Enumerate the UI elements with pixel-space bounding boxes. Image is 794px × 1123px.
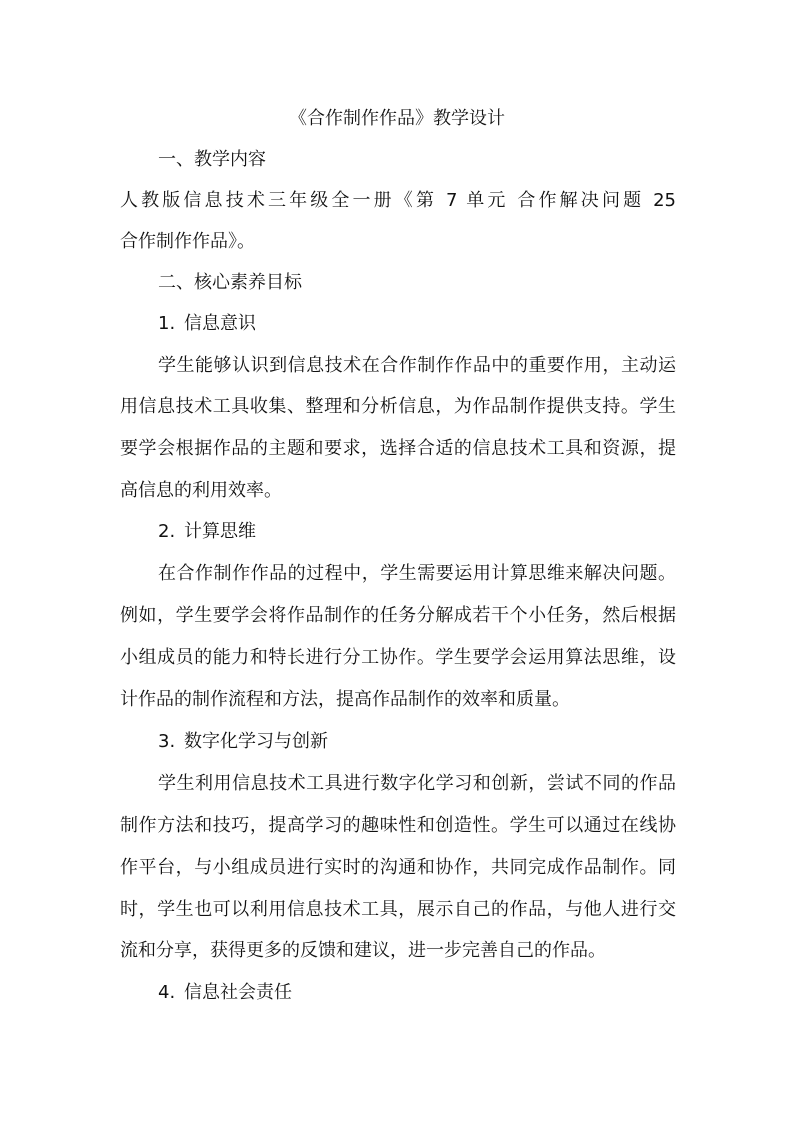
item-heading: 计算思维 bbox=[184, 521, 256, 542]
paragraph-line: 例如，学生要学会将作品制作的任务分解成若干个小任务，然后根据 bbox=[120, 605, 676, 626]
item-heading: 信息意识 bbox=[184, 313, 256, 334]
item-number: 1. bbox=[158, 313, 176, 334]
paragraph-line: 高信息的利用效率。 bbox=[120, 480, 282, 501]
item-heading: 信息社会责任 bbox=[184, 982, 292, 1003]
subheading-information-awareness bbox=[158, 309, 256, 339]
paragraph-line: 学生能够认识到信息技术在合作制作作品中的重要作用，主动运 bbox=[158, 355, 676, 376]
paragraph-line: 小组成员的能力和特长进行分工协作。学生要学会运用算法思维，设 bbox=[120, 647, 676, 668]
item-heading: 数字化学习与创新 bbox=[184, 731, 328, 752]
item-number: 4. bbox=[158, 982, 176, 1003]
paragraph-line: 计作品的制作流程和方法，提高作品制作的效率和质量。 bbox=[120, 689, 570, 710]
paragraph-line: 制作方法和技巧，提高学习的趣味性和创造性。学生可以通过在线协 bbox=[120, 815, 676, 836]
paragraph-line: 用信息技术工具收集、整理和分析信息，为作品制作提供支持。学生 bbox=[120, 396, 676, 417]
paragraph-line: 学生利用信息技术工具进行数字化学习和创新，尝试不同的作品 bbox=[158, 773, 676, 794]
paragraph-line: 在合作制作作品的过程中，学生需要运用计算思维来解决问题。 bbox=[158, 563, 676, 584]
paragraph-line: 时，学生也可以利用信息技术工具，展示自己的作品，与他人进行交 bbox=[120, 899, 676, 920]
subheading-computational-thinking bbox=[158, 517, 256, 547]
item-number: 3. bbox=[158, 731, 176, 752]
document-title: 《合作制作作品》教学设计 bbox=[289, 108, 505, 129]
paragraph-line: 流和分享，获得更多的反馈和建议，进一步完善自己的作品。 bbox=[120, 940, 606, 961]
item-number: 2. bbox=[158, 521, 176, 542]
paragraph-line: 作平台，与小组成员进行实时的沟通和协作，共同完成作品制作。同 bbox=[120, 857, 676, 878]
paragraph-line: 人教版信息技术三年级全一册《第 7 单元 合作解决问题 25 bbox=[120, 190, 676, 211]
subheading-social-responsibility bbox=[158, 978, 292, 1008]
section-heading-teaching-content: 一、教学内容 bbox=[158, 149, 266, 170]
section-heading-core-goals: 二、核心素养目标 bbox=[158, 272, 302, 293]
subheading-digital-learning bbox=[158, 727, 328, 757]
paragraph-line: 合作制作作品》。 bbox=[120, 231, 255, 252]
paragraph-line: 要学会根据作品的主题和要求，选择合适的信息技术工具和资源，提 bbox=[120, 438, 676, 459]
